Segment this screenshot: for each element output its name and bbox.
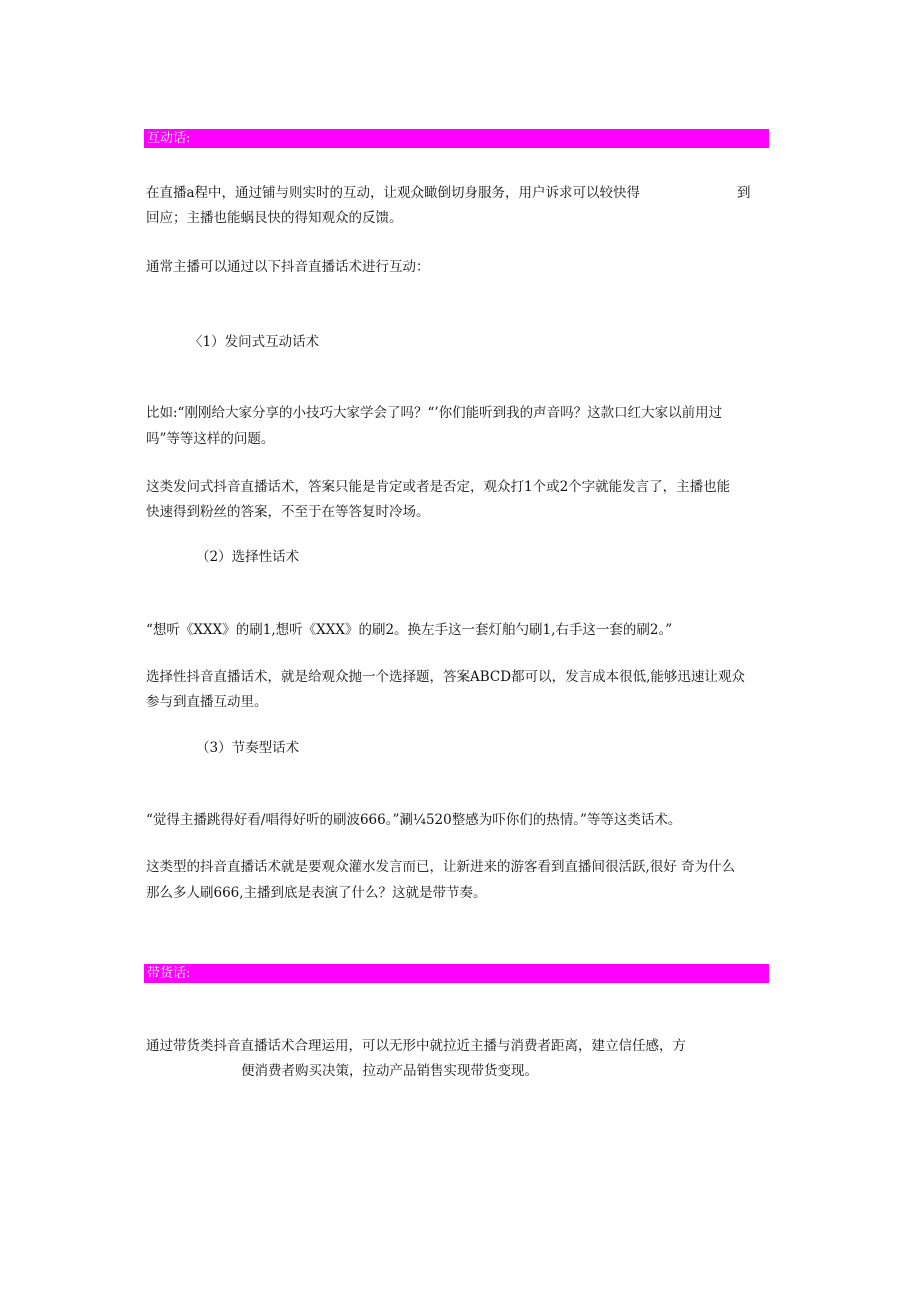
paragraph-line: “想听《XXX》的刷1,想听《XXX》的刷2。换左手这一套灯舶勺刷1,右手这一套的刷2。” [146, 622, 673, 638]
item-title-rhythm: （3）节奏型话术 [196, 740, 300, 756]
paragraph-line: 通常主播可以通过以下抖音直播话术进行互动： [146, 259, 430, 275]
paragraph-line: 那么多人刷666,主播到底是表演了什么？这就是带节奏。 [146, 885, 487, 901]
item-title-choice: （2）选择性话术 [196, 549, 300, 565]
paragraph-line: 在直播a程中，通过铺与则实时的互动，让观众瞰倒切身服务，用户诉求可以较快得 [146, 185, 641, 201]
paragraph-line: 这类型的抖音直播话术就是要观众灌水发言而已，让新进来的游客看到直播间很活跃,很好 奇为什么 [146, 859, 736, 875]
item-title-questioning: 〈1）发问式互动话术 [189, 334, 320, 350]
section-heading-interaction: 互动话: [144, 129, 769, 148]
paragraph-line: 这类发问式抖音直播话术，答案只能是肯定或者是否定，观众打1个或2个字就能发言了，主播也能 [146, 479, 731, 495]
paragraph-line: 参与到直播互动里。 [146, 694, 268, 710]
paragraph-line: 比如:“刚刚给大家分享的小技巧大家学会了吗？“’你们能听到我的声音吗？这款口红大家以前用过 [146, 405, 723, 421]
paragraph-line-tail: 到 [737, 185, 751, 201]
paragraph-line: 快速得到粉丝的答案，不至于在等答复时冷场。 [146, 504, 430, 520]
paragraph-line: 回应；主播也能蜗艮快的得知观众的反馈。 [146, 210, 403, 226]
paragraph-line: “觉得主播跳得好看/唱得好听的刷波666。”涮¼520整感为吓你们的热情。”等等这类话术。 [146, 812, 682, 828]
section-heading-sales: 带货话: [144, 964, 769, 983]
paragraph-line: 便消费者购买决策，拉动产品销售实现带货变现。 [241, 1063, 538, 1079]
paragraph-line: 吗”等等这样的问题。 [146, 431, 275, 447]
paragraph-line: 通过带货类抖音直播话术合理运用，可以无形中就拉近主播与消费者距离，建立信任感，方 [146, 1038, 686, 1054]
paragraph-line: 选择性抖音直播话术，就是给观众抛一个选择题，答案ABCD都可以，发言成本很低,能够迅速让观众 [146, 669, 745, 685]
